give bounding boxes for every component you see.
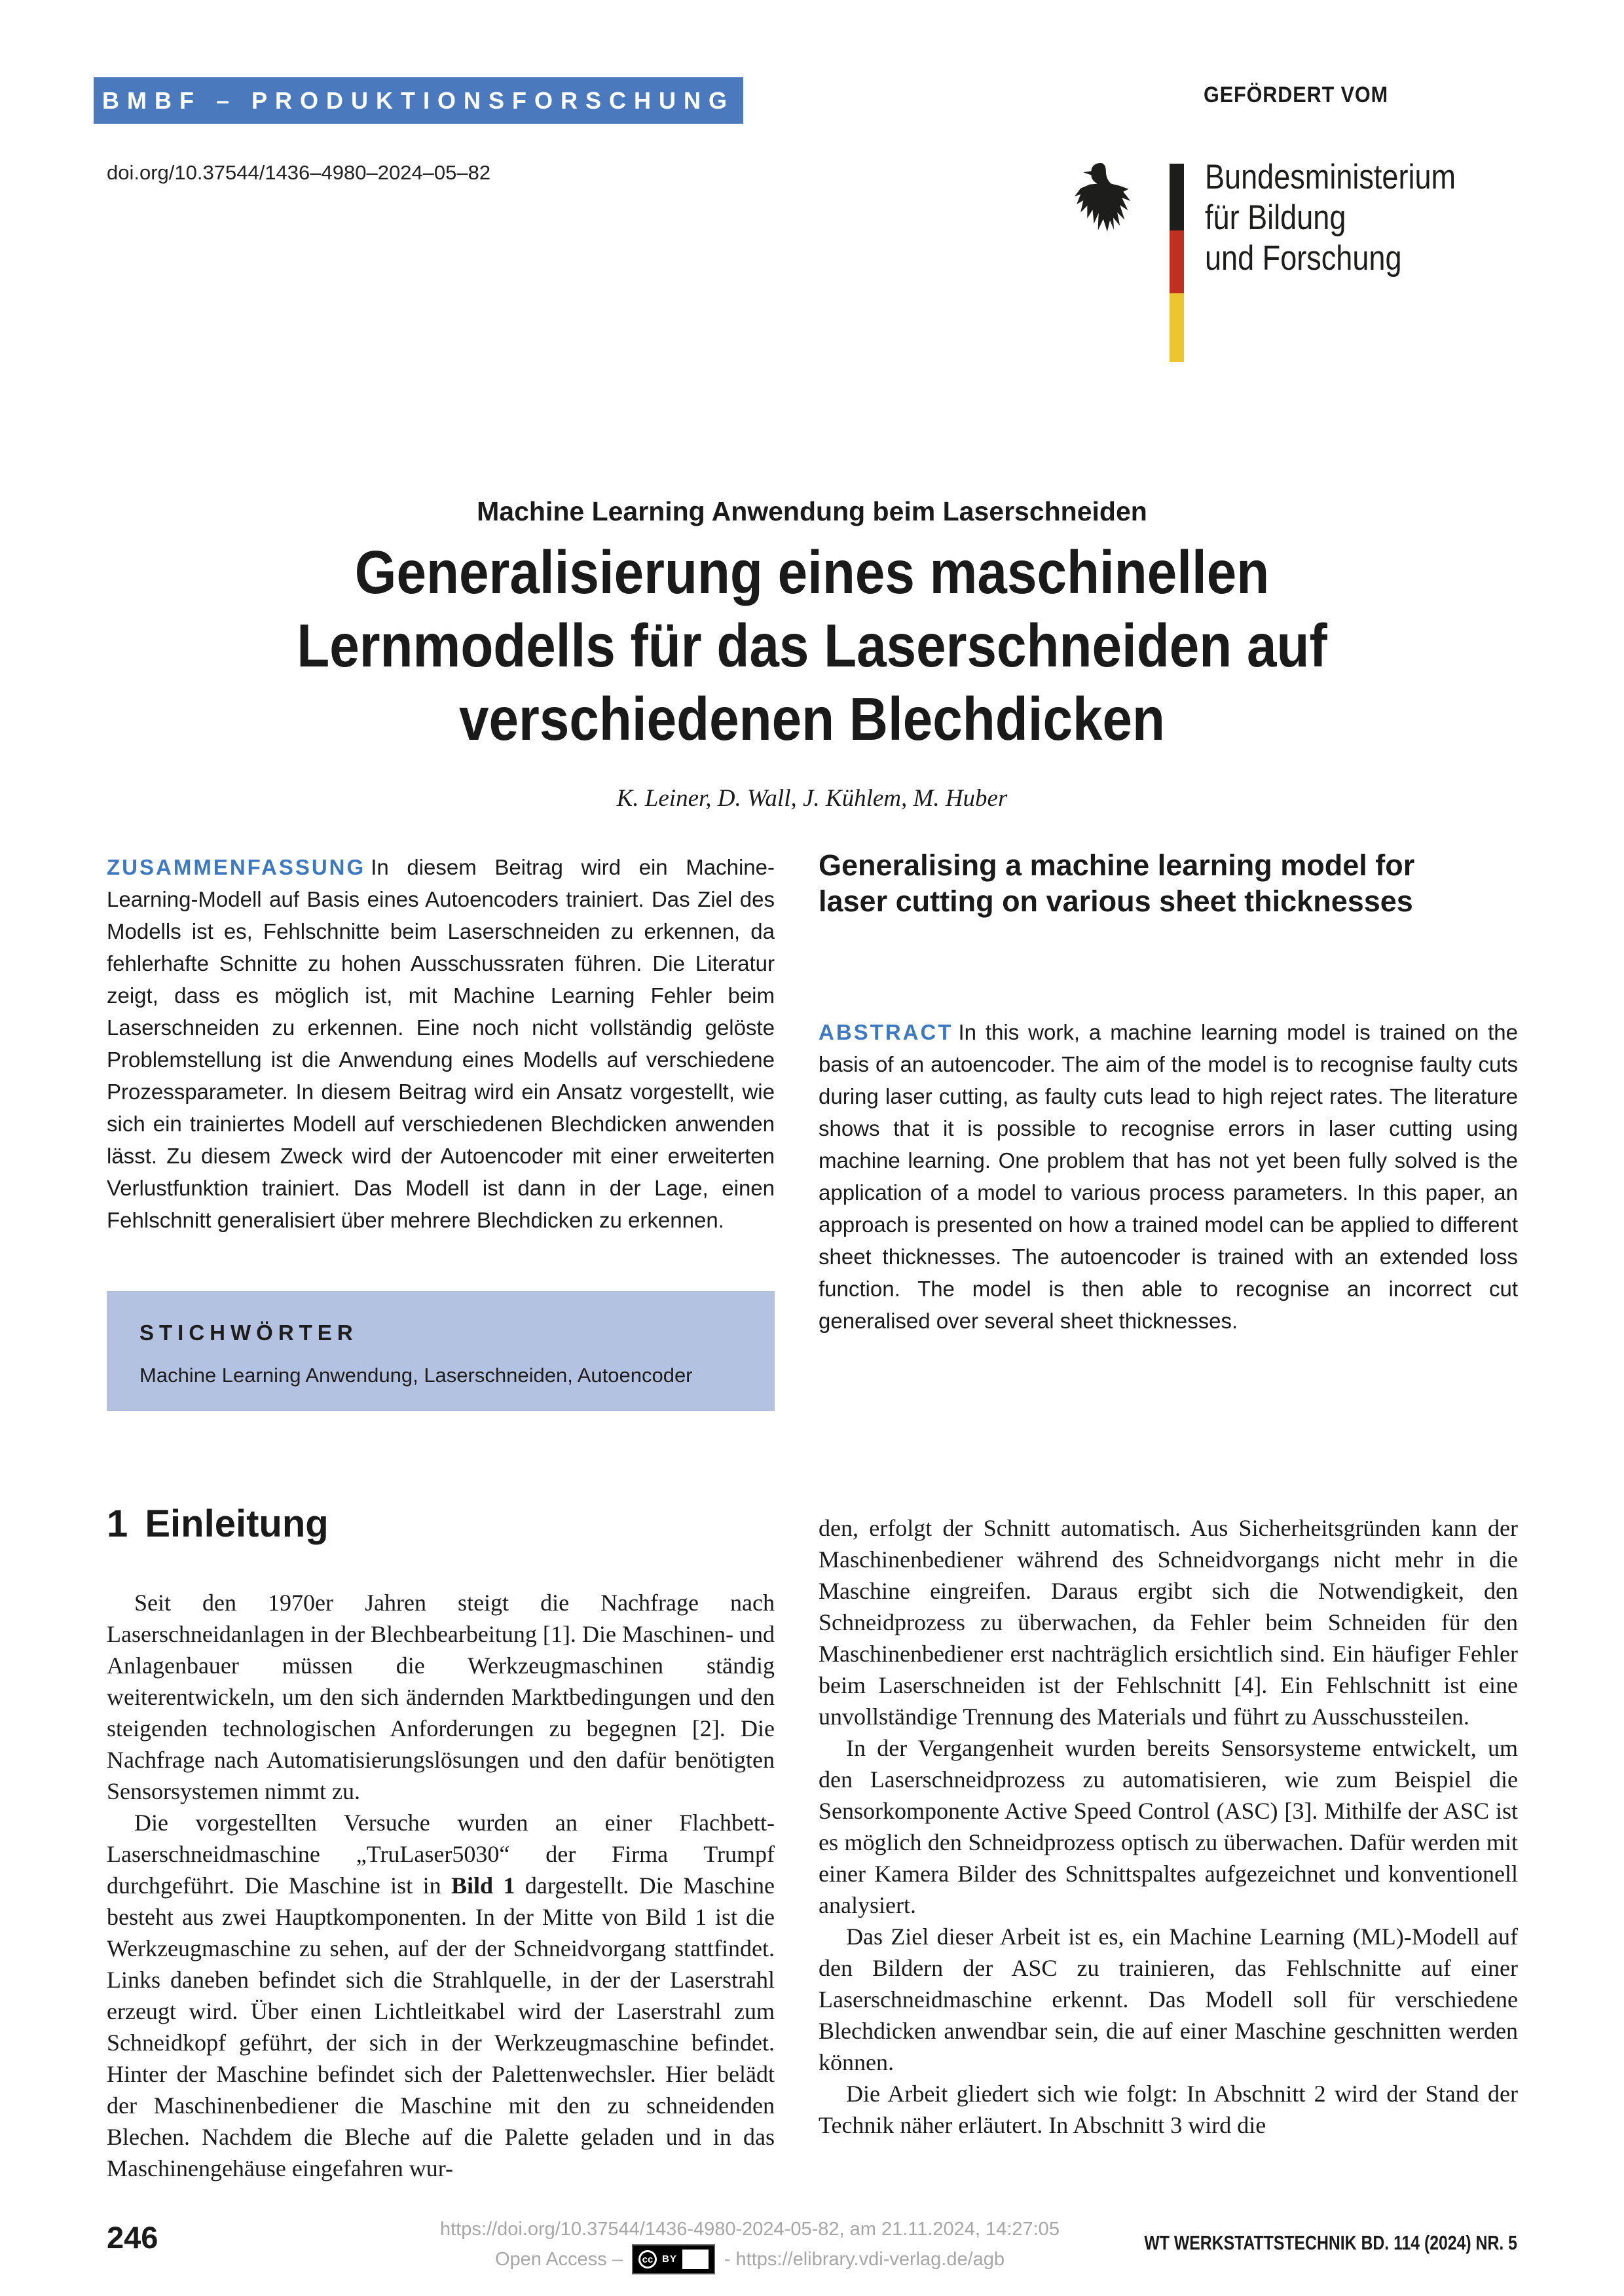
paragraph: In der Vergangenheit wurden bereits Sensorsysteme entwickelt, um den Laserschneidprozess zu automatisieren, wie zum Beispiel die Sensorkomponente Active Speed Control (ASC) [3]. Mithilfe der ASC ist es möglich den Schneidprozess optisch zu überwachen. Dafür werden mit einer Kamera Bilder des Schnittspaltes aufgezeichnet und konventionell analysiert.	[819, 1735, 1518, 1918]
paragraph-text: Die vorgestellten Versuche wurden an einer Flachbett-Laserschneidmaschine „TruLaser5030“ der Firma Trumpf durchgeführt. Die Maschine ist in	[107, 1810, 775, 1899]
title-line: verschiedenen Blechdicken	[458, 685, 1166, 753]
title-line: Generalisierung eines maschinellen	[354, 538, 1270, 606]
abstract-english-text: In this work, a machine learning model is trained on the basis of an autoencoder. The aim of the model is to recognise faulty cuts during laser cutting, as faulty cuts lead to high reject rates. The literature shows that it is possible to recognise errors in laser cutting using machine learning. One problem that has not yet been fully solved is the application of a model to various process parameters. In this paper, an approach is presented on how a trained model can be applied to different sheet thicknesses. The autoencoder is trained with an extended loss function. The model is then able to recognise an incorrect cut generalised over several sheet thicknesses.	[819, 1020, 1518, 1333]
paragraph	[107, 1807, 775, 2184]
english-title-line: laser cutting on various sheet thicknesses	[819, 884, 1413, 918]
abstract-english-label: ABSTRACT	[819, 1020, 953, 1044]
ministry-name	[1205, 157, 1456, 279]
flag-red-segment	[1170, 230, 1184, 293]
paragraph: Das Ziel dieser Arbeit ist es, ein Machine Learning (ML)-Modell auf den Bildern der ASC zu trainieren, das Fehlschnitte auf einer Laserschneidmaschine erkennt. Das Modell soll für verschiedene Blechdicken anwendbar sein, die auf einer Maschine geschnitten werden können.	[819, 1923, 1518, 2075]
cc-person-block	[682, 2250, 709, 2269]
ministry-line: und Forschung	[1205, 239, 1402, 278]
open-access-label: Open Access –	[494, 2249, 623, 2270]
paragraph: Seit den 1970er Jahren steigt die Nachfrage nach Laserschneidanlagen in der Blechbearbeitung [1]. Die Maschinen- und Anlagenbauer müssen die Werkzeugmaschinen ständig weiterentwickeln, um den sich ändernden Marktbedingungen und den steigenden technologischen Anforderungen zu begegnen [2]. Die Nachfrage nach Automatisierungslösungen und den dafür benötigten Sensorsystemen nimmt zu.	[107, 1590, 775, 1804]
footer-doi-timestamp: https://doi.org/10.37544/1436-4980-2024-05-82, am 21.11.2024, 14:27:05	[440, 2219, 1060, 2240]
series-banner: BMBF – PRODUKTIONSFORSCHUNG	[94, 77, 743, 124]
flag-black-segment	[1170, 164, 1184, 230]
cc-circle-icon: cc	[638, 2250, 657, 2269]
authors-line: K. Leiner, D. Wall, J. Kühlem, M. Huber	[616, 785, 1008, 812]
cc-by-label: BY	[662, 2253, 677, 2265]
title-line: Lernmodells für das Laserschneiden auf	[297, 611, 1327, 680]
ministry-line: für Bildung	[1205, 198, 1346, 237]
elibrary-url: - https://elibrary.vdi-verlag.de/agb	[724, 2249, 1005, 2270]
article-title	[0, 536, 1624, 756]
german-flag-stripe	[1170, 164, 1184, 362]
section-1-heading: 1 Einleitung	[107, 1503, 329, 1545]
funded-by-label: GEFÖRDERT VOM	[1204, 82, 1389, 107]
keywords-box	[107, 1291, 775, 1411]
journal-reference: WT WERKSTATTSTECHNIK BD. 114 (2024) NR. 5	[1144, 2231, 1517, 2254]
article-kicker: Machine Learning Anwendung beim Laserschneiden	[477, 496, 1147, 526]
paragraph: Die Arbeit gliedert sich wie folgt: In Abschnitt 2 wird der Stand der Technik näher erläutert. In Abschnitt 3 wird die	[819, 2081, 1518, 2138]
english-title	[819, 847, 1518, 919]
body-column-right	[819, 1512, 1518, 2141]
keywords-label: STICHWÖRTER	[139, 1321, 358, 1345]
abstract-german-text: In diesem Beitrag wird ein Machine-Learning-Modell auf Basis eines Autoencoders trainiert. Das Ziel des Modells ist es, Fehlschnitte beim Laserschneiden zu erkennen, da fehlerhafte Schnitte zu hohen Ausschussraten führen. Die Literatur zeigt, dass es möglich ist, mit Machine Learning Fehler beim Laserschneiden zu erkennen. Eine noch nicht vollständig gelöste Problemstellung ist die Anwendung eines Modells auf verschiedene Prozessparameter. In diesem Beitrag wird ein Ansatz vorgestellt, wie sich ein trainiertes Modell auf verschiedenen Blechdicken anwenden lässt. Zu diesem Zweck wird der Autoencoder mit einer erweiterten Verlustfunktion trainiert. Das Modell ist dann in der Lage, einen Fehlschnitt generalisiert über mehrere Blechdicken zu erkennen.	[107, 855, 775, 1232]
footer-access-info	[357, 2214, 1143, 2274]
bild-1-reference: Bild 1	[451, 1872, 515, 1899]
footer-open-access-line	[357, 2244, 1143, 2274]
abstract-german	[107, 851, 775, 1236]
page-number: 246	[107, 2220, 158, 2255]
paragraph: den, erfolgt der Schnitt automatisch. Aus Sicherheitsgründen kann der Maschinenbediener während des Schneidvorgangs nicht mehr in die Maschine eingreifen. Daraus ergibt sich die Notwendigkeit, den Schneidprozess zu überwachen, da Fehler beim Schneiden für den Maschinenbediener erst nachträglich ersichtlich sind. Ein häufiger Fehler beim Laserschneiden ist der Fehlschnitt [4]. Ein Fehlschnitt ist eine unvollständige Trennung des Materials und führt zu Ausschussteilen.	[819, 1515, 1518, 1730]
abstract-english	[819, 1016, 1518, 1337]
cc-by-license-icon	[632, 2244, 715, 2274]
doi-line: doi.org/10.37544/1436–4980–2024–05–82	[107, 161, 491, 184]
keywords-text: Machine Learning Anwendung, Laserschneiden, Autoencoder	[139, 1364, 693, 1387]
english-title-line: Generalising a machine learning model for	[819, 848, 1415, 882]
paragraph-text: dargestellt. Die Maschine besteht aus zwei Hauptkomponenten. In der Mitte von Bild 1 ist die Werkzeugmaschine zu sehen, auf der der Schneidvorgang stattfindet. Links daneben befindet sich die Strahlquelle, in der der Laserstrahl erzeugt wird. Über einen Lichtleitkabel wird der Laserstrahl zum Schneidkopf geführt, der sich in der Werkzeugmaschine befindet. Hinter der Maschine befindet sich der Palettenwechsler. Hier belädt der Maschinenbediener die Maschine mit den zu schneidenden Blechen. Nachdem die Bleche auf die Palette geladen und in das Maschinengehäuse eingefahren wur-	[107, 1872, 775, 2181]
ministry-line: Bundesministerium	[1205, 158, 1456, 196]
abstract-german-label: ZUSAMMENFASSUNG	[107, 855, 366, 879]
flag-gold-segment	[1170, 293, 1184, 362]
body-column-left	[107, 1587, 775, 2184]
bundesadler-eagle-icon	[1070, 161, 1153, 234]
